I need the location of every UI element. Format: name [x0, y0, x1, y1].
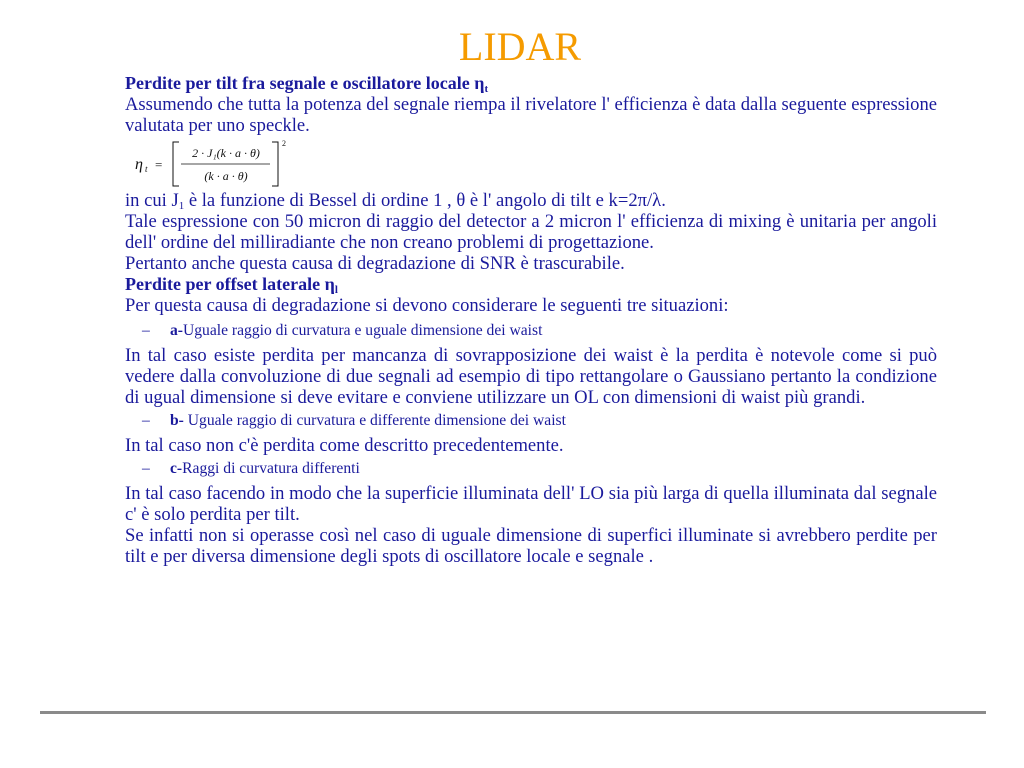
bessel-text-b: è la funzione di Bessel di ordine 1 , θ è l' angolo di tilt e k=2π/λ. — [184, 190, 666, 211]
paragraph-mixing-efficiency: Tale espressione con 50 micron di raggio del detector a 2 micron l' efficienza di mixing è unitaria per angoli dell' ordine del milliradiante che non creano problemi di progettazione. — [125, 211, 937, 253]
left-bracket — [173, 142, 179, 186]
list-dash: – — [142, 412, 150, 429]
sub-item-c — [142, 460, 937, 478]
sub-item-text: Uguale raggio di curvatura e uguale dimensione dei waist — [183, 322, 543, 339]
eta-subscript: t — [484, 83, 489, 95]
sub-item-label: a- — [170, 322, 183, 339]
paragraph-case-b: In tal caso non c'è perdita come descritto precedentemente. — [125, 435, 564, 456]
formula-exponent: 2 — [282, 139, 286, 148]
slide-content — [125, 73, 937, 567]
footer-divider — [40, 711, 986, 714]
section-heading-offset — [125, 274, 937, 295]
slide-title: LIDAR — [458, 24, 582, 69]
heading-text: Perdite per offset laterale — [125, 274, 325, 294]
formula-denominator: (k · a · θ) — [204, 169, 248, 183]
paragraph-situations: Per questa causa di degradazione si devono considerare le seguenti tre situazioni: — [125, 295, 729, 316]
list-dash: – — [142, 322, 150, 339]
formula-equals: = — [155, 157, 163, 172]
sub-item-b — [142, 412, 937, 430]
efficiency-formula — [125, 138, 937, 190]
paragraph-bessel — [125, 190, 937, 211]
sub-item-text: Raggi di curvatura differenti — [182, 460, 360, 477]
bessel-text-a: in cui J — [125, 190, 179, 211]
eta-symbol: η — [474, 73, 485, 93]
sub-item-label: c- — [170, 460, 183, 477]
paragraph-snr: Pertanto anche questa causa di degradazione di SNR è trascurabile. — [125, 253, 625, 274]
eta-symbol: η — [324, 274, 335, 294]
bessel-subscript: 1 — [178, 200, 185, 212]
formula-lhs-sub: t — [145, 164, 148, 174]
sub-item-label: b- — [170, 412, 184, 429]
paragraph-assumption: Assumendo che tutta la potenza del segnale riempa il rivelatore l' efficienza è data dalla seguente espressione valutata per uno speckle. — [125, 94, 937, 136]
formula-lhs: η — [135, 156, 143, 173]
sub-item-text: Uguale raggio di curvatura e differente dimensione dei waist — [183, 412, 566, 429]
right-bracket — [272, 142, 278, 186]
sub-item-a — [142, 322, 937, 340]
heading-text: Perdite per tilt fra segnale e oscillatore locale — [125, 73, 475, 93]
paragraph-conclusion: Se infatti non si operasse così nel caso di uguale dimensione di superfici illuminate si avrebbero perdite per tilt e per diversa dimensione degli spots di oscillatore locale e segnale . — [125, 525, 937, 567]
paragraph-case-a: In tal caso esiste perdita per mancanza di sovrapposizione dei waist è la perdita è notevole come si può vedere dalla convoluzione di due segnali ad esempio di tipo rettangolare o Gaussiano pertanto la condizione di ugual dimensione si deve evitare e conviene utilizzare un OL con dimensioni di waist più grandi. — [125, 345, 937, 408]
list-dash: – — [142, 460, 150, 477]
section-heading-tilt — [125, 73, 937, 94]
formula-numerator: 2 · J₁(k · a · θ) — [192, 146, 260, 160]
paragraph-case-c: In tal caso facendo in modo che la superficie illuminata dell' LO sia più larga di quella illuminata dal segnale c' è solo perdita per tilt. — [125, 483, 937, 525]
eta-subscript: l — [334, 284, 338, 296]
